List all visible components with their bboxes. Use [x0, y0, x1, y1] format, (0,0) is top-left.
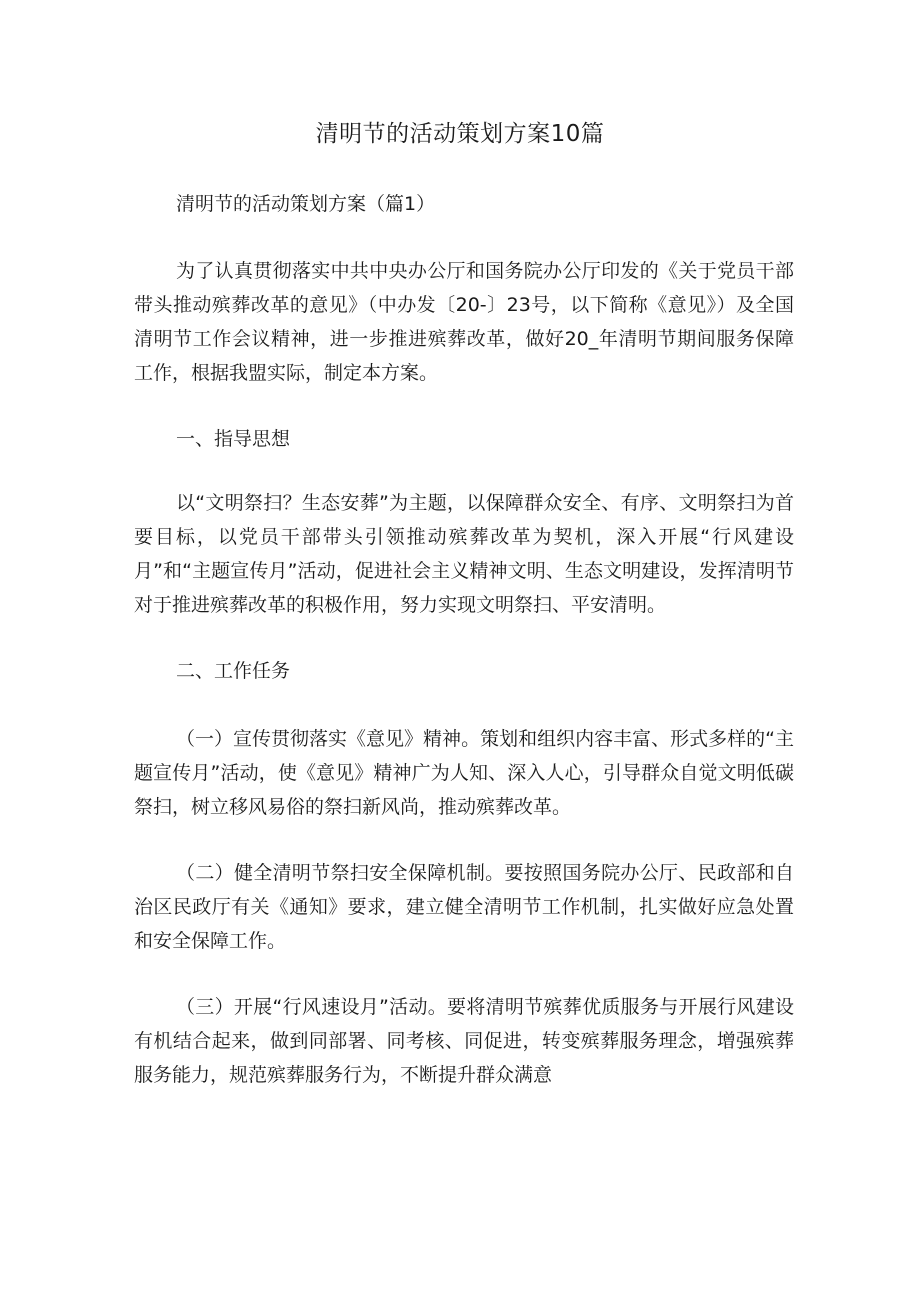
section-heading-work-tasks: 二、工作任务	[176, 660, 291, 682]
task-item-3: （三）开展“行风速设月”活动。要将清明节殡葬优质服务与开展行风建设有机结合起来，做到同部署、同考核、同促进，转变殡葬服务理念，增强殡葬服务能力，规范殡葬服务行为，不断提升群众满意	[134, 996, 794, 1086]
section-heading-guiding-thought: 一、指导思想	[176, 428, 291, 450]
document-subtitle: 清明节的活动策划方案（篇1）	[176, 193, 436, 215]
task-item-1: （一）宣传贯彻落实《意见》精神。策划和组织内容丰富、形式多样的“主题宣传月”活动，使《意见》精神广为人知、深入人心，引导群众自觉文明低碳祭扫，树立移风易俗的祭扫新风尚，推动殡葬改革。	[134, 728, 794, 818]
intro-paragraph: 为了认真贯彻落实中共中央办公厅和国务院办公厅印发的《关于党员干部带头推动殡葬改革的意见》（中办发〔20-〕23号，以下简称《意见》）及全国清明节工作会议精神，进一步推进殡葬改革，做好20_年清明节期间服务保障工作，根据我盟实际，制定本方案。	[134, 260, 794, 384]
guiding-thought-paragraph: 以“文明祭扫？生态安葬”为主题，以保障群众安全、有序、文明祭扫为首要目标，以党员干部带头引领推动殡葬改革为契机，深入开展“行风建设月”和“主题宣传月”活动，促进社会主义精神文明、生态文明建设，发挥清明节对于推进殡葬改革的积极作用，努力实现文明祭扫、平安清明。	[134, 492, 794, 616]
task-item-2: （二）健全清明节祭扫安全保障机制。要按照国务院办公厅、民政部和自治区民政厅有关《通知》要求，建立健全清明节工作机制，扎实做好应急处置和安全保障工作。	[134, 862, 794, 952]
document-title: 清明节的活动策划方案10篇	[315, 121, 605, 147]
